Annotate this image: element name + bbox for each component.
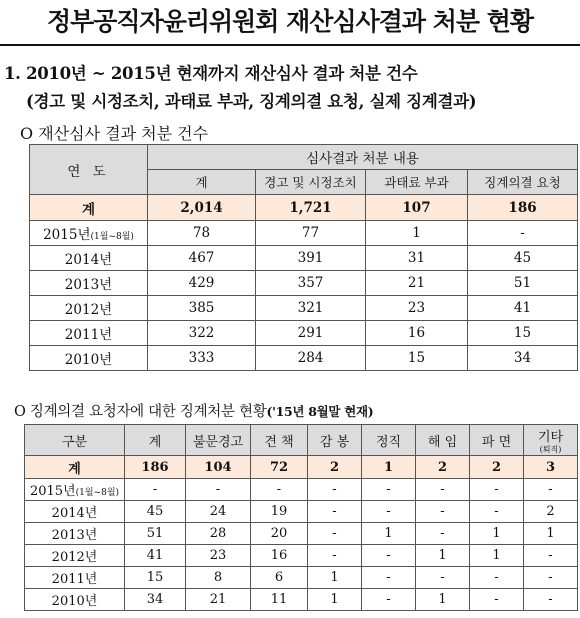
cell: - — [308, 479, 362, 501]
cell: 51 — [125, 523, 186, 545]
cell: 78 — [148, 221, 256, 246]
cell: 6 — [251, 567, 308, 589]
cell: 72 — [251, 456, 308, 479]
cell: 186 — [468, 195, 578, 221]
row-label: 2015년(1월~8월) — [30, 221, 148, 246]
cell: 1 — [470, 545, 524, 567]
row-label: 계 — [25, 456, 125, 479]
cell: 284 — [256, 346, 366, 371]
table-row — [30, 321, 578, 346]
table-row — [25, 589, 578, 611]
cell: 2 — [524, 501, 578, 523]
cell: - — [470, 479, 524, 501]
row-label: 2013년 — [30, 271, 148, 296]
disposition-count-table — [29, 144, 578, 371]
cell: 2 — [416, 456, 470, 479]
cell: - — [308, 501, 362, 523]
cell: 20 — [251, 523, 308, 545]
cell: - — [251, 479, 308, 501]
cell: - — [416, 479, 470, 501]
row-label: 2010년 — [25, 589, 125, 611]
cell: 23 — [366, 296, 468, 321]
cell: - — [524, 589, 578, 611]
cell: - — [470, 589, 524, 611]
col-etc: 기타 (퇴직) — [524, 425, 578, 456]
cell: 1 — [362, 456, 416, 479]
cell: - — [470, 567, 524, 589]
heading-line2: (경고 및 시정조치, 과태료 부과, 징계의결 요청, 실제 징계결과) — [26, 92, 477, 111]
cell: 385 — [148, 296, 256, 321]
table-row — [30, 296, 578, 321]
row-label: 2010년 — [30, 346, 148, 371]
cell: 19 — [251, 501, 308, 523]
table-row — [30, 271, 578, 296]
cell: 1 — [362, 523, 416, 545]
col-suspension: 정직 — [362, 425, 416, 456]
row-label: 2014년 — [25, 501, 125, 523]
table-row — [25, 479, 578, 501]
cell: 45 — [468, 246, 578, 271]
cell: 391 — [256, 246, 366, 271]
cell: 3 — [524, 456, 578, 479]
cell: 23 — [186, 545, 251, 567]
cell: 34 — [125, 589, 186, 611]
col-nonpunitive-warning: 불문경고 — [186, 425, 251, 456]
cell: - — [125, 479, 186, 501]
cell: 31 — [366, 246, 468, 271]
cell: 2,014 — [148, 195, 256, 221]
col-total: 계 — [125, 425, 186, 456]
cell: 21 — [186, 589, 251, 611]
col-pay-cut: 감 봉 — [308, 425, 362, 456]
cell: 104 — [186, 456, 251, 479]
row-label: 계 — [30, 195, 148, 221]
cell: 8 — [186, 567, 251, 589]
col-dismissal: 해 임 — [416, 425, 470, 456]
cell: 77 — [256, 221, 366, 246]
col-fine: 과태료 부과 — [366, 170, 468, 195]
cell: 24 — [186, 501, 251, 523]
total-row — [25, 456, 578, 479]
cell: 11 — [251, 589, 308, 611]
row-label: 2015년(1월~8월) — [25, 479, 125, 501]
row-label: 2014년 — [30, 246, 148, 271]
cell: 15 — [125, 567, 186, 589]
row-label: 2013년 — [25, 523, 125, 545]
cell: 1 — [416, 589, 470, 611]
cell: - — [308, 545, 362, 567]
header-group: 심사결과 처분 내용 — [148, 145, 578, 170]
cell: - — [468, 221, 578, 246]
table-row — [25, 501, 578, 523]
col-discipline-request: 징계의결 요청 — [468, 170, 578, 195]
cell: - — [416, 523, 470, 545]
cell: 16 — [251, 545, 308, 567]
table-row — [30, 246, 578, 271]
table-row — [25, 567, 578, 589]
col-removal: 파 면 — [470, 425, 524, 456]
row-label: 2012년 — [30, 296, 148, 321]
discipline-result-table — [24, 424, 578, 611]
cell: 16 — [366, 321, 468, 346]
cell: 333 — [148, 346, 256, 371]
cell: 15 — [366, 346, 468, 371]
cell: 291 — [256, 321, 366, 346]
cell: - — [524, 567, 578, 589]
cell: 41 — [125, 545, 186, 567]
cell: - — [308, 523, 362, 545]
heading-line1: 1. 2010년 ~ 2015년 현재까지 재산심사 결과 처분 건수 — [4, 64, 418, 83]
table-row — [25, 523, 578, 545]
header-year: 연 도 — [30, 145, 148, 195]
cell: 2 — [308, 456, 362, 479]
table-row — [30, 346, 578, 371]
cell: 1 — [366, 221, 468, 246]
page-title: 정부공직자윤리위원회 재산심사결과 처분 현황 — [0, 0, 580, 46]
table-row — [30, 221, 578, 246]
row-label: 2011년 — [30, 321, 148, 346]
cell: - — [524, 479, 578, 501]
cell: 322 — [148, 321, 256, 346]
cell: 21 — [366, 271, 468, 296]
cell: 1 — [308, 589, 362, 611]
cell: 15 — [468, 321, 578, 346]
total-row — [30, 195, 578, 221]
cell: - — [362, 545, 416, 567]
cell: - — [416, 567, 470, 589]
cell: 429 — [148, 271, 256, 296]
col-total: 계 — [148, 170, 256, 195]
cell: 186 — [125, 456, 186, 479]
cell: - — [362, 589, 416, 611]
cell: 107 — [366, 195, 468, 221]
cell: 28 — [186, 523, 251, 545]
cell: - — [470, 501, 524, 523]
table-row — [25, 545, 578, 567]
cell: 357 — [256, 271, 366, 296]
header-category: 구분 — [25, 425, 125, 456]
cell: 2 — [470, 456, 524, 479]
cell: 41 — [468, 296, 578, 321]
section1-title: O 재산심사 결과 처분 건수 — [20, 124, 209, 143]
cell: - — [186, 479, 251, 501]
row-label: 2011년 — [25, 567, 125, 589]
cell: 1 — [470, 523, 524, 545]
cell: 51 — [468, 271, 578, 296]
cell: - — [362, 567, 416, 589]
section2-title: O 징계의결 요청자에 대한 징계처분 현황('15년 8월말 현재) — [14, 404, 374, 420]
cell: - — [524, 545, 578, 567]
cell: 34 — [468, 346, 578, 371]
cell: - — [362, 501, 416, 523]
cell: 1,721 — [256, 195, 366, 221]
col-warning: 경고 및 시정조치 — [256, 170, 366, 195]
row-label: 2012년 — [25, 545, 125, 567]
col-reprimand: 견 책 — [251, 425, 308, 456]
cell: - — [416, 501, 470, 523]
cell: 1 — [416, 545, 470, 567]
cell: - — [362, 479, 416, 501]
cell: 467 — [148, 246, 256, 271]
cell: 1 — [308, 567, 362, 589]
cell: 45 — [125, 501, 186, 523]
cell: 321 — [256, 296, 366, 321]
cell: 1 — [524, 523, 578, 545]
